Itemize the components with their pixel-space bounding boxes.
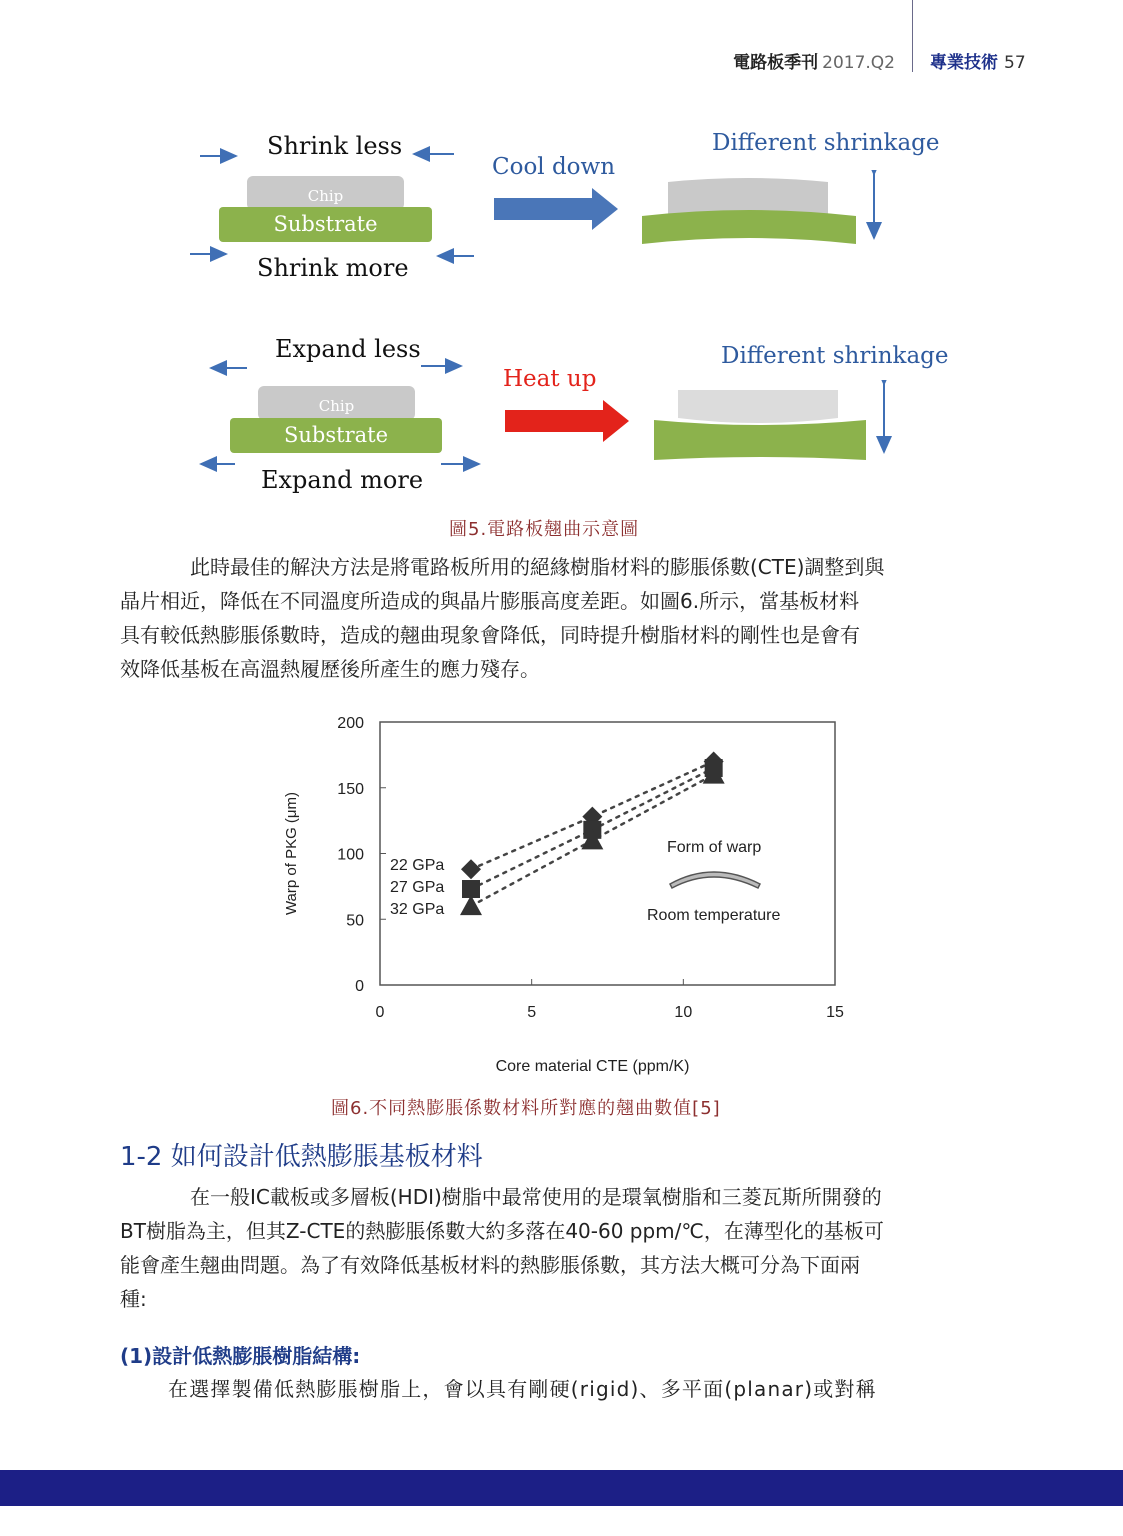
different-shrinkage-label: Different shrinkage (721, 343, 949, 369)
figure-6-chart (270, 700, 870, 1080)
header-magazine (733, 48, 895, 73)
warped-chip-shape (678, 390, 838, 423)
paragraph-3 (120, 1372, 1004, 1406)
plot-frame (380, 722, 835, 985)
paragraph-2 (120, 1180, 1004, 1316)
data-point-diamond (461, 859, 481, 879)
paragraph-line: 此時最佳的解決方法是將電路板所用的絕緣樹脂材料的膨脹係數(CTE)調整到與 (190, 555, 885, 579)
x-tick-label: 0 (375, 1004, 385, 1021)
series-label: 22 GPa (390, 857, 445, 874)
heat-up-label: Heat up (503, 366, 597, 392)
series-label: 32 GPa (390, 901, 445, 918)
shrink-less-label: Shrink less (267, 132, 403, 160)
warped-substrate-shape (642, 210, 856, 244)
paragraph-line: 具有較低熱膨脹係數時，造成的翹曲現象會降低，同時提升樹脂材料的剛性也是會有 (120, 623, 860, 647)
x-tick-label: 15 (826, 1004, 844, 1021)
x-tick-label: 5 (527, 1004, 537, 1021)
paragraph-line: 種: (120, 1287, 147, 1311)
magazine-title: 電路板季刊 (733, 53, 819, 73)
y-axis-label: Warp of PKG (μm) (283, 791, 300, 916)
substrate-block: Substrate (230, 418, 442, 453)
issue-label: 2017.Q2 (822, 53, 895, 73)
figure-6-caption: 圖6.不同熱膨脹係數材料所對應的翹曲數值[5] (331, 1098, 721, 1119)
chip-block: Chip (258, 386, 415, 420)
section-title: 1-2 如何設計低熱膨脹基板材料 (120, 1142, 483, 1172)
series-label: 27 GPa (390, 879, 445, 896)
substrate-block: Substrate (219, 207, 432, 242)
header-section (930, 48, 1026, 73)
y-tick-label: 200 (337, 715, 364, 732)
header-divider (912, 0, 913, 72)
expand-more-label: Expand more (261, 466, 424, 494)
form-of-warp-label: Form of warp (667, 839, 762, 856)
paragraph-line: 能會產生翹曲問題。為了有效降低基板材料的熱膨脹係數，其方法大概可分為下面兩 (120, 1253, 860, 1277)
paragraph-line: 在一般IC載板或多層板(HDI)樹脂中最常使用的是環氧樹脂和三菱瓦斯所開發的 (190, 1185, 882, 1209)
y-tick-label: 100 (337, 846, 364, 864)
paragraph-line: 在選擇製備低熱膨脹樹脂上，會以具有剛硬(rigid)、多平面(planar)或對稱 (168, 1377, 877, 1401)
subsection-title: (1)設計低熱膨脹樹脂結構: (120, 1344, 361, 1368)
y-tick-label: 50 (346, 912, 364, 930)
shrink-more-label: Shrink more (257, 254, 409, 282)
warped-package-heat (648, 380, 908, 466)
page-number: 57 (1004, 53, 1026, 73)
paragraph-line: 晶片相近，降低在不同溫度所造成的與晶片膨脹高度差距。如圖6.所示，當基板材料 (120, 589, 860, 613)
room-temperature-label: Room temperature (647, 907, 781, 924)
chip-block: Chip (247, 176, 404, 210)
different-shrinkage-label: Different shrinkage (712, 130, 940, 156)
warped-package-cool (638, 170, 898, 252)
cool-down-label: Cool down (492, 154, 616, 180)
y-tick-label: 150 (337, 780, 364, 798)
footer-band (0, 1470, 1123, 1506)
paragraph-line: BT樹脂為主，但其Z-CTE的熱膨脹係數大約多落在40-60 ppm/℃，在薄型化的基板可 (120, 1219, 884, 1243)
figure-5-caption: 圖5.電路板翹曲示意圖 (449, 519, 640, 540)
data-point-triangle (460, 895, 482, 915)
y-tick-label: 0 (355, 978, 364, 995)
paragraph-line: 效降低基板在高溫熱履歷後所產生的應力殘存。 (120, 657, 540, 681)
cool-down-arrow-icon (494, 188, 620, 230)
x-tick-label: 10 (674, 1004, 693, 1021)
expand-less-label: Expand less (275, 335, 421, 363)
section-label: 專業技術 (930, 53, 998, 73)
x-axis-label: Core material CTE (ppm/K) (495, 1058, 690, 1075)
warp-shape-icon (670, 872, 760, 888)
heat-up-arrow-icon (505, 400, 631, 442)
warped-substrate-shape (654, 420, 866, 460)
paragraph-1 (120, 550, 1004, 686)
